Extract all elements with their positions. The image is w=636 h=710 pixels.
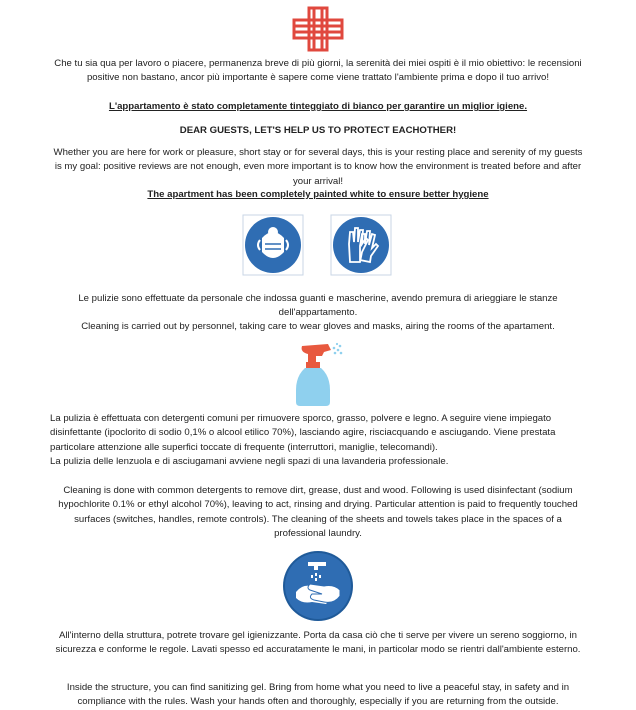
italian-gel-note: All'interno della struttura, potrete trovare gel igienizzante. Porta da casa ciò che ti serve per vivere un sereno soggiorno, in sicurezza e conforme le regole. Lavati spesso ed accuratamente le mani, in particolar modo se rientri dall'ambiente esterno. <box>55 630 581 656</box>
italian-paint-note: L'appartamento è stato completamente tinteggiato di bianco per garantire un miglior igiene. <box>108 101 528 112</box>
english-cleaning-note: Cleaning is done with common detergents to remove dirt, grease, dust and wood. Following is used disinfectant (sodium hypochlorite 0.1% or ethyl alcohol 70%), leaving to act, rinsing and drying. Particular attention is paid to frequently touched surfaces (switches, handles, remote controls). The cleaning of the sheets and towels takes place in the spaces of a professional laundry. <box>58 485 578 539</box>
italian-staff-note: Le pulizie sono effettuate da personale che indossa guanti e mascherine, avendo premura di arieggiare le stanze dell'appartamento. <box>78 293 558 319</box>
english-intro: Whether you are here for work or pleasure, short stay or for several days, this is your resting place and serenity of my guests is my goal: positive reviews are not enough, even more important is to know how the environment is treated before and after your arrival! <box>53 147 583 187</box>
english-staff-note: Cleaning is carried out by personnel, taking care to wear gloves and masks, airing the rooms of the apartament. <box>81 321 555 332</box>
gloves-sign-icon <box>330 214 392 276</box>
english-gel-note: Inside the structure, you can find sanitizing gel. Bring from home what you need to live a peaceful stay, in safety and in compliance with the rules. Wash your hands often and thoroughly, especially if you are returning from the outside. <box>66 682 570 708</box>
red-cross-icon <box>292 6 344 52</box>
face-mask-sign-icon <box>242 214 304 276</box>
english-heading: DEAR GUESTS, LET'S HELP US TO PROTECT EACHOTHER! <box>179 125 457 136</box>
italian-laundry-note: La pulizia delle lenzuola e di asciugamani avviene negli spazi di una lavanderia professionale. <box>50 456 449 467</box>
hand-washing-sign-icon <box>282 550 354 622</box>
spray-bottle-icon <box>288 340 348 408</box>
italian-intro: Che tu sia qua per lavoro o piacere, permanenza breve di più giorni, la serenità dei miei ospiti è il mio obiettivo: le recensioni positive non bastano, ancor più importante è sapere come viene trattato l'ambiente prima e dopo il tuo arrivo! <box>54 58 582 84</box>
italian-cleaning-note: La pulizia è effettuata con detergenti comuni per rimuovere sporco, grasso, polvere e legno. A seguire viene impiegato disinfettante (ipoclorito di sodio 0,1% o alcool etilico 70%), lasciando agire, risciacquando e asciugando. Viene prestata particolare attenzione alle superfici toccate di frequente (interruttori, maniglie, telecomandi). <box>50 413 556 453</box>
english-paint-note: The apartment has been completely painted white to ensure better hygiene <box>147 189 489 200</box>
